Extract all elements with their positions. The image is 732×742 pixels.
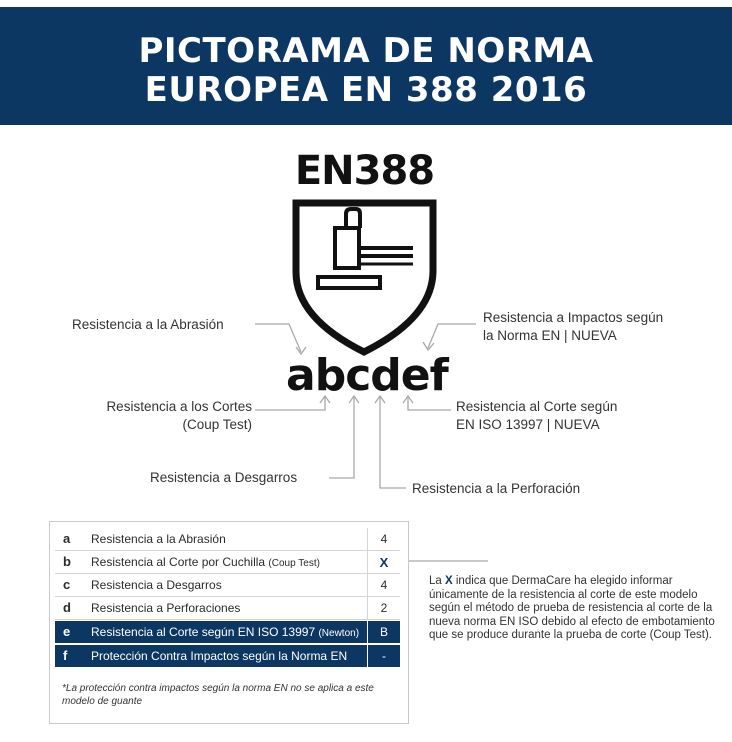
row-desc: Resistencia a la Abrasión [91, 532, 226, 546]
label-cut-coup [50, 398, 252, 434]
row-key: d [63, 600, 71, 615]
header-title-line1: PICTORAMA DE NORMA [138, 31, 594, 71]
label-cut-coup-line2: (Coup Test) [182, 417, 252, 432]
row-key: e [63, 624, 71, 639]
row-key: f [63, 648, 68, 663]
row-desc: Resistencia a Perforaciones [91, 601, 241, 615]
row-value: 4 [380, 578, 388, 592]
label-cut-iso [456, 398, 617, 434]
row-key: b [63, 554, 71, 569]
table-row [55, 597, 400, 620]
row-desc: Resistencia al Corte por Cuchilla (Coup Test) [91, 555, 320, 569]
glove-hammer-shield-icon [296, 203, 433, 352]
label-impact [483, 309, 663, 345]
table-row [55, 574, 400, 597]
row-desc: Resistencia a Desgarros [91, 578, 222, 592]
table-row [55, 645, 400, 668]
row-desc: Protección Contra Impactos según la Norma EN [91, 649, 348, 663]
header-title-line2: EUROPEA EN 388 2016 [144, 70, 588, 110]
row-key: c [63, 577, 71, 592]
label-cut-iso-line2: EN ISO 13997 | NUEVA [456, 417, 600, 432]
label-puncture: Resistencia a la Perforación [412, 481, 581, 496]
table-row [55, 621, 400, 644]
label-cut-coup-line1: Resistencia a los Cortes [106, 399, 252, 414]
label-tear: Resistencia a Desgarros [150, 470, 298, 485]
row-desc: Resistencia al Corte según EN ISO 13997 (Newton) [91, 625, 360, 639]
table-footnote: *La protección contra impactos según la norma EN no se aplica a este modelo de guante [62, 683, 374, 707]
row-value: X [379, 555, 389, 570]
ratings-table [49, 521, 409, 724]
pictogram-letters: abcdef [286, 350, 448, 401]
label-cut-iso-line1: Resistencia al Corte según [456, 399, 618, 414]
x-mark: X [445, 575, 453, 587]
pictogram-title: EN388 [294, 148, 435, 194]
row-value: 4 [380, 532, 388, 546]
label-impact-line2: la Norma EN | NUEVA [483, 328, 617, 343]
table-row [55, 551, 400, 574]
row-value: 2 [380, 601, 388, 615]
table-row [55, 528, 400, 551]
row-value: B [379, 625, 388, 639]
row-key: a [63, 531, 71, 546]
x-explanation-note: La X indica que DermaCare ha elegido informar únicamente de la resistencia al corte de este modelo según el método de prueba de resistencia al corte de la nueva norma EN ISO debido al efecto de embotamiento que se produce durante la prueba de corte (Coup Test). [429, 575, 715, 641]
label-impact-line1: Resistencia a Impactos según [483, 310, 664, 325]
label-abrasion: Resistencia a la Abrasión [72, 317, 224, 332]
row-value: - [382, 649, 386, 663]
